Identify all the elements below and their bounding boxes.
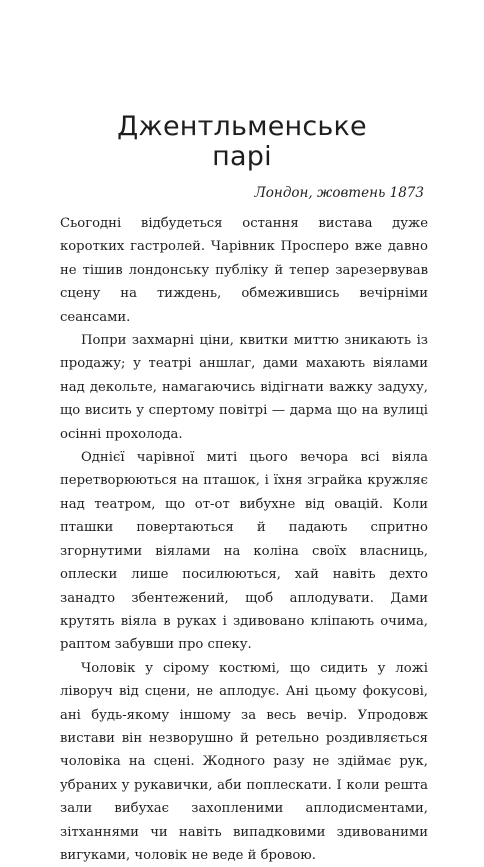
paragraph-1: Сьогодні відбудеться остання вистава дуже коротких гастролей. Чарівник Просперо вже давно не тішив лондонську публіку й тепер зарезервував сцену на тиждень, обмежившись вечірніми сеансами. bbox=[60, 216, 428, 325]
paragraph-2: Попри захмарні ціни, квитки миттю зникають із продажу; у театрі аншлаг, дами махають віялами над декольте, намагаючись відігнати важку задуху, що висить у спертому повітрі — дарма що на вулиці осінні прохолода. bbox=[60, 333, 428, 442]
dateline: Лондон, жовтень 1873 bbox=[254, 185, 424, 201]
chapter-body bbox=[60, 212, 428, 867]
chapter-title-line-1: Джентльменське bbox=[117, 111, 367, 142]
paragraph-3: Однієї чарівної миті цього вечора всі віяла перетворюються на пташок, і їхня зграйка кружляє над театром, що от-от вибухне від овацій. Коли пташки повертаються й падають спритно згорнутими віялами на коліна своїх власниць, оплески лише посилюються, хай навіть дехто занадто збентежений, щоб аплодувати. Дами крутять віяла в руках і здивовано кліпають очима, раптом забувши про спеку. bbox=[60, 450, 428, 653]
chapter-title-line-2: парі bbox=[212, 141, 272, 172]
paragraph-4: Чоловік у сірому костюмі, що сидить у ложі ліворуч від сцени, не аплодує. Ані цьому фокусові, ані будь-якому іншому за весь вечір. Упродовж вистави він незворушно й ретельно роздивляється чоловіка на сцені. Жодного разу не здіймає рук, убраних у рукавички, аби поплескати. І коли решта зали вибухає захопленими аплодисментами, зітханнями чи навіть випадковими здивованими вигуками, чоловік не веде й бровою. bbox=[60, 660, 428, 863]
